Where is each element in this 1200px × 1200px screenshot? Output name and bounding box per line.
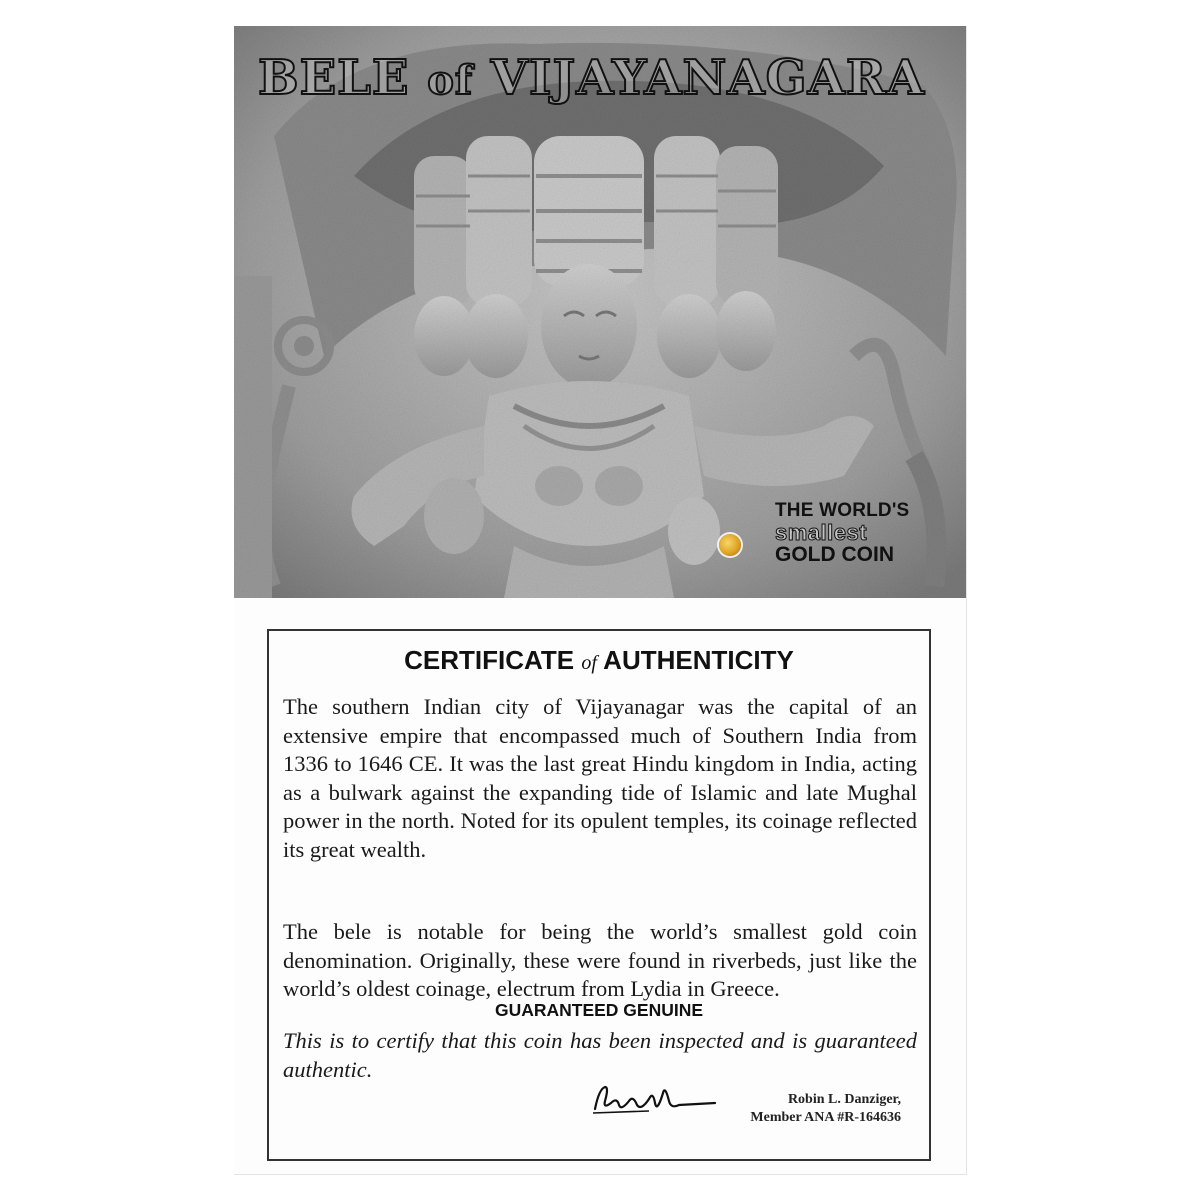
signer-name: Robin L. Danziger, xyxy=(787,1092,901,1107)
guarantee-heading: GUARANTEED GENUINE xyxy=(494,1000,704,1020)
gold-coin-image xyxy=(719,534,741,556)
signer-block xyxy=(750,1091,901,1127)
temple-relief-photo xyxy=(234,26,966,598)
badge-line-1: THE WORLD'S xyxy=(775,500,910,521)
certificate-title xyxy=(269,645,929,676)
badge-line-3: GOLD COIN xyxy=(775,543,894,566)
certificate-title-part2: AUTHENTICITY xyxy=(596,645,794,675)
certificate-title-part1: CERTIFICATE xyxy=(404,645,582,675)
certificate-card xyxy=(234,26,967,1175)
signer-membership: Member ANA #R-164636 xyxy=(750,1110,901,1125)
badge-line-2: smallest xyxy=(775,520,868,545)
main-title-of: of xyxy=(427,57,474,104)
main-title-part2: VIJAYANAGARA xyxy=(473,50,925,106)
bele-paragraph: The bele is notable for being the world’s smallest gold coin denomination. Originally, these were found in riverbeds, just like the world’s oldest coinage, electrum from Lydia in Greece. xyxy=(283,919,917,1001)
main-title-part1: BELE xyxy=(258,50,428,106)
certificate-title-of: of xyxy=(581,652,597,674)
certificate-box xyxy=(267,629,931,1161)
signature-image xyxy=(589,1079,719,1119)
guarantee-statement: This is to certify that this coin has been inspected and is guaranteed authentic. xyxy=(283,1028,917,1082)
history-paragraph: The southern Indian city of Vijayanagar was the capital of an extensive empire that encompassed much of Southern India from 1336 to 1646 CE. It was the last great Hindu kingdom in India, acting as a bulwark against the expanding tide of Islamic and late Mughal power in the north. Noted for its opulent temples, its coinage reflected its great wealth. xyxy=(283,694,917,862)
main-title xyxy=(258,50,925,106)
smallest-gold-coin-badge xyxy=(775,500,955,566)
